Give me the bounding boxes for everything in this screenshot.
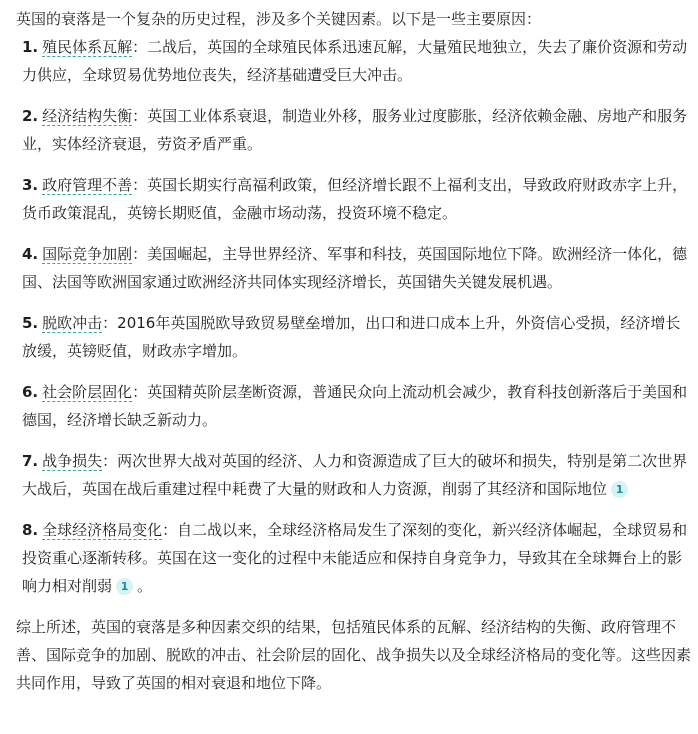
answer-summary: 综上所述，英国的衰落是多种因素交织的结果，包括殖民体系的瓦解、经济结构的失衡、政府管理不善、国际竞争的加剧、脱欧的冲击、社会阶层的固化、战争损失以及全球经济格局的变化等。这些因素共同作用，导致了英国的相对衰退和地位下降。: [16, 618, 692, 692]
item-number: 3.: [22, 176, 39, 194]
item-number: 5.: [22, 314, 39, 332]
item-text: ：英国工业体系衰退，制造业外移，服务业过度膨胀，经济依赖金融、房地产和服务业，实体经济衰退，劳资矛盾严重。: [22, 107, 688, 153]
list-item: [16, 102, 694, 158]
list-item: [16, 33, 694, 89]
item-title-link[interactable]: 社会阶层固化: [42, 383, 133, 401]
item-number: 4.: [22, 245, 39, 263]
item-title-link[interactable]: 政府管理不善: [42, 176, 133, 194]
item-title-link[interactable]: 战争损失: [42, 452, 103, 470]
list-item: [16, 516, 694, 600]
citation-badge[interactable]: 1: [116, 578, 133, 595]
item-title-link[interactable]: 脱欧冲击: [42, 314, 103, 332]
list-item: [16, 171, 694, 227]
list-item: [16, 447, 694, 503]
item-title-link[interactable]: 经济结构失衡: [42, 107, 133, 125]
item-title-link[interactable]: 全球经济格局变化: [42, 521, 163, 539]
item-text: ：英国精英阶层垄断资源，普通民众向上流动机会减少，教育科技创新落后于美国和德国，经济增长缺乏新动力。: [22, 383, 688, 429]
item-text: ：英国长期实行高福利政策，但经济增长跟不上福利支出，导致政府财政赤字上升，货币政策混乱，英镑长期贬值，金融市场动荡，投资环境不稳定。: [22, 176, 688, 222]
item-text: ：二战后，英国的全球殖民体系迅速瓦解，大量殖民地独立，失去了廉价资源和劳动力供应，全球贸易优势地位丧失，经济基础遭受巨大冲击。: [22, 38, 688, 84]
list-item: [16, 378, 694, 434]
answer-intro: 英国的衰落是一个复杂的历史过程，涉及多个关键因素。以下是一些主要原因：: [16, 10, 542, 28]
item-text: ：2016年英国脱欧导致贸易壁垒增加，出口和进口成本上升，外资信心受损，经济增长放缓，英镑贬值，财政赤字增加。: [22, 314, 681, 360]
list-item: [16, 309, 694, 365]
item-title-link[interactable]: 国际竞争加剧: [42, 245, 133, 263]
item-number: 2.: [22, 107, 39, 125]
item-tail: 。: [137, 577, 153, 595]
item-number: 7.: [22, 452, 39, 470]
item-number: 1.: [22, 38, 39, 56]
item-title-link[interactable]: 殖民体系瓦解: [42, 38, 133, 56]
item-number: 8.: [22, 521, 39, 539]
item-number: 6.: [22, 383, 39, 401]
item-text: ：美国崛起，主导世界经济、军事和科技，英国国际地位下降。欧洲经济一体化，德国、法国等欧洲国家通过欧洲经济共同体实现经济增长，英国错失关键发展机遇。: [22, 245, 688, 291]
citation-badge[interactable]: 1: [611, 481, 628, 498]
list-item: [16, 240, 694, 296]
reasons-list: [16, 33, 694, 600]
item-text: ：两次世界大战对英国的经济、人力和资源造成了巨大的破坏和损失，特别是第二次世界大战后，英国在战后重建过程中耗费了大量的财政和人力资源，削弱了其经济和国际地位: [22, 452, 688, 498]
item-text: ：自二战以来，全球经济格局发生了深刻的变化，新兴经济体崛起，全球贸易和投资重心逐渐转移。英国在这一变化的过程中未能适应和保持自身竞争力，导致其在全球舞台上的影响力相对削弱: [22, 521, 688, 595]
